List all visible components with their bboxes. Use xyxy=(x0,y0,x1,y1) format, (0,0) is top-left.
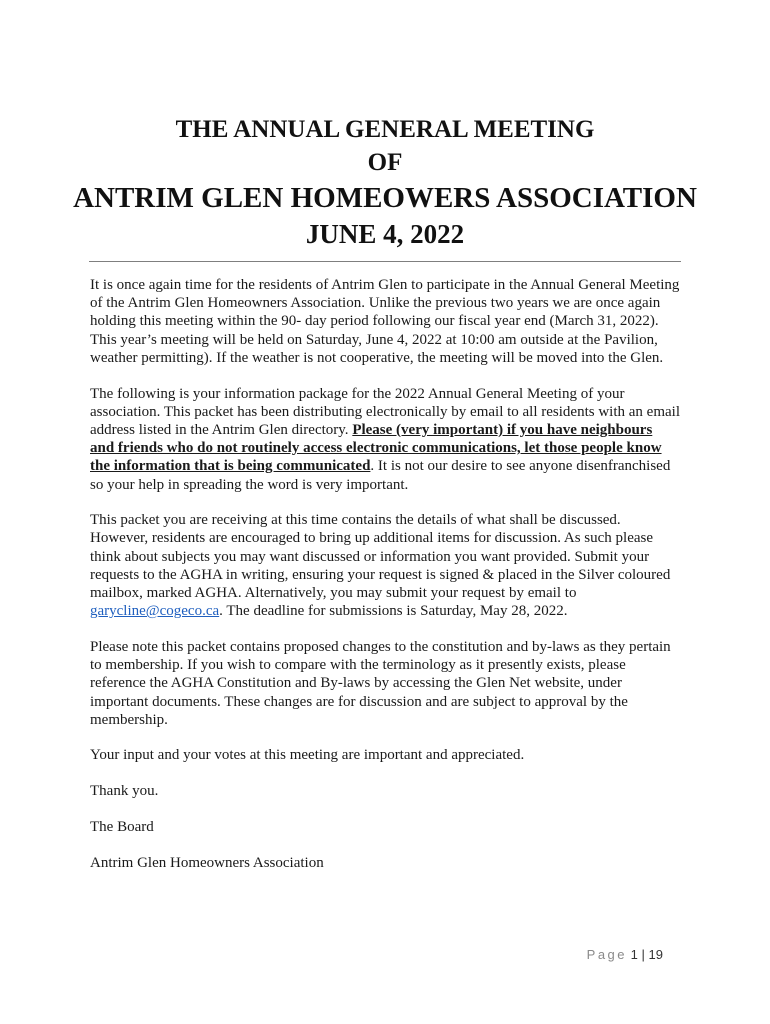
paragraph-package-start: The following is your information package for the 2022 Annual General Meeting of your association. This packet has been distributing electronically by email to all residents with an email address listed in the Antrim Glen directory. xyxy=(90,385,680,438)
header-divider xyxy=(89,261,681,262)
page-total: 19 xyxy=(648,947,663,962)
paragraph-intro: It is once again time for the residents of Antrim Glen to participate in the Annual General Meeting of the Antrim Glen Homeowners Association. Unlike the previous two years we are once again holding this meeting within the 90- day period following our fiscal year end (March 31, 2022). This year’s meeting will be held on Saturday, June 4, 2022 at 10:00 am outside at the Pavilion, weather permitting). If the weather is not cooperative, the meeting will be moved into the Glen. xyxy=(90,277,680,366)
title-line-1: THE ANNUAL GENERAL MEETING xyxy=(175,116,595,143)
page-separator: | xyxy=(641,947,645,962)
paragraph-appreciation: Your input and your votes at this meeting are important and appreciated. xyxy=(90,747,525,764)
signoff-thanks: Thank you. xyxy=(90,783,159,800)
paragraph-constitution: Please note this packet contains proposed changes to the constitution and by-laws as they pertain to membership. If you wish to compare with the terminology as it presently exists, please reference the AGHA Constitution and By-laws by accessing the Glen Net website, under important documents. These changes are for discussion and are subject to approval by the membership. xyxy=(90,638,671,728)
important-notice: Please (very important) if you have neighbours and friends who do not routinely access electronic communications, let those people know the information that is being communicated xyxy=(90,421,662,475)
title-line-3: ANTRIM GLEN HOMEOWERS ASSOCIATION xyxy=(73,182,697,214)
page-footer xyxy=(587,947,663,962)
paragraph-submissions-start: This packet you are receiving at this time contains the details of what shall be discussed. However, residents are encouraged to bring up additional items for discussion. As such please think about subjects you may want discussed or information you want provided. Submit your requests to the AGHA in writing, ensuring your request is signed & placed in the Silver coloured mailbox, marked AGHA. Alternatively, you may submit your request by email to xyxy=(90,512,671,602)
page-current: 1 xyxy=(630,947,638,962)
page-label: Page xyxy=(586,947,628,962)
letter-body xyxy=(90,276,680,889)
title-line-2: OF xyxy=(367,149,403,176)
signoff-block xyxy=(90,782,680,872)
email-link[interactable]: garycline@cogeco.ca xyxy=(90,603,220,620)
paragraph-submissions-end: . The deadline for submissions is Saturday, May 28, 2022. xyxy=(219,603,568,620)
signoff-association: Antrim Glen Homeowners Association xyxy=(90,854,324,871)
paragraph-submissions xyxy=(90,511,680,620)
title-date: JUNE 4, 2022 xyxy=(305,219,465,249)
paragraph-package xyxy=(90,385,680,494)
document-title xyxy=(60,114,710,252)
signoff-board: The Board xyxy=(90,818,154,835)
paragraph-package-end: . It is not our desire to see anyone disenfranchised so your help in spreading the word is very important. xyxy=(90,458,671,493)
